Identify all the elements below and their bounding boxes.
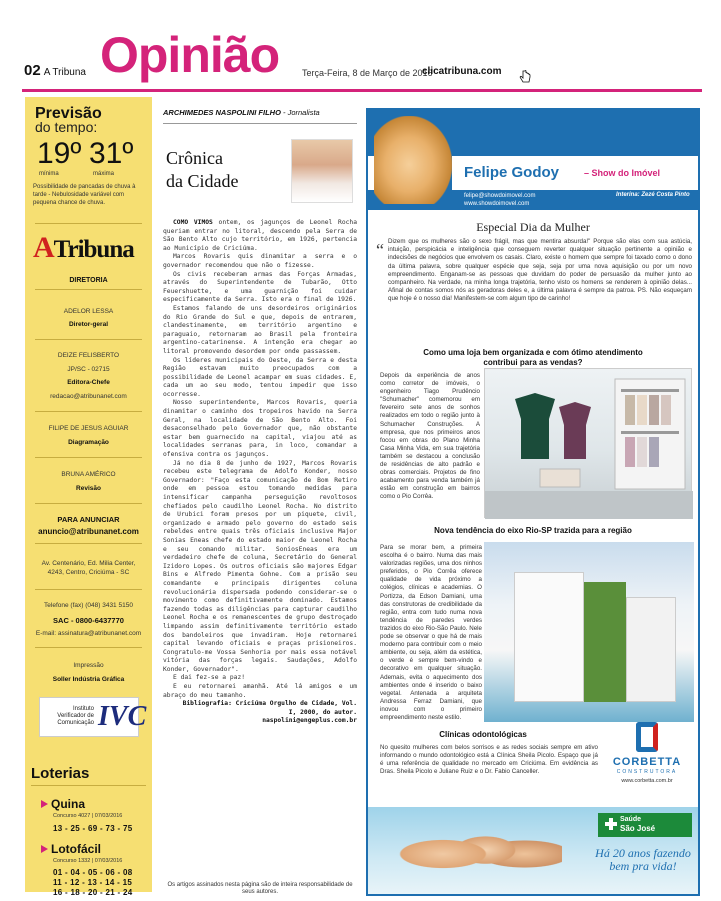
paragraph: Marcos Rovaris quis dinamitar a serra e o governador recomendou que não o fizesse. — [163, 253, 357, 269]
author-role: - Jornalista — [283, 108, 320, 117]
corbetta-sub: CONSTRUTORA — [616, 769, 678, 775]
divider — [35, 289, 142, 290]
column-body — [163, 219, 357, 726]
staff-role: Editora-Chefe — [67, 379, 110, 386]
staff-role: Diagramação — [68, 439, 109, 446]
address: Av. Centenário, Ed. Milia Center, 4243, Centro, Criciúma - SC — [41, 560, 136, 576]
staff-name: DEIZE FELISBERTO — [57, 352, 120, 359]
author-email[interactable]: naspolini@engeplus.com.br — [262, 717, 357, 725]
quina-title: Quina — [51, 797, 86, 811]
family-photo — [392, 815, 562, 893]
staff-registration: JP/SC - 02715 — [67, 366, 110, 373]
quina-numbers: 13 - 25 - 69 - 73 - 75 — [53, 824, 133, 833]
bibliography: Bibliografia: Criciúma Orgulho de Cidade, Vol. I, 2000, do autor. naspolini@engeplus.com.br — [182, 700, 357, 725]
columnist-contact — [464, 192, 535, 208]
divider — [35, 223, 142, 224]
lotofacil-contest: Concurso 1332 | 07/03/2016 — [53, 858, 123, 864]
ivc-text: Instituto Verificador de Comunicação — [57, 706, 94, 726]
directory-title: DIRETORIA — [69, 277, 108, 284]
staff-name: BRUNA AMÉRICO — [61, 471, 116, 478]
columnist-site[interactable]: www.showdoimovel.com — [464, 201, 530, 207]
author-photo — [291, 139, 353, 203]
show-do-imovel-panel — [366, 108, 700, 896]
corbetta-name: CORBETTA — [612, 756, 682, 768]
saude-sao-jose-ad[interactable] — [368, 807, 698, 894]
store-text: Depois da experiência de anos como corretor de imóveis, o engenheiro Tiago Prudêncio "Schumacher" comemorou em fevereiro sete anos de sonhos realizados em todo o região junto à Schumacher Construções. A empresa, que nos primeiros anos focou em obras do Plano Minha Casa Minha Vida, em sua trajetória também se destacou a conclusão de residências de alto padrão e obras comerciais. Projetos de fino acabamento para venda também já estão em construção em bairros como o Pio Corrêa. — [380, 372, 480, 501]
a-tribuna-logo: ATribuna — [33, 231, 134, 264]
paragraph: Os líderes municipais do Oeste, da Serra e desta Região estavam muito preocupados com a possibilidade de Leonel acampar em suas cidades. E, cada um ao seu modo, tentou impedir que isso ocorresse. — [163, 356, 357, 398]
subheading-store: Como uma loja bem organizada e com ótimo atendimento contribui para as vendas? — [423, 348, 643, 367]
subheading-clinic: Clínicas odontológicas — [439, 730, 527, 739]
site-link[interactable]: clicatribuna.com — [422, 66, 502, 77]
special-heading: Especial Dia da Mulher — [476, 220, 590, 234]
weather-max-label: máxima — [93, 171, 115, 177]
header-rule — [22, 89, 702, 92]
paragraph: E eu retornarei amanhã. Até lá amigos e um abraço do meu tamanho. — [163, 683, 357, 699]
paragraph: Nosso superintendente, Marcos Rovaris, queria dinamitar o caminho dos tropeiros havido na Serra Geral, na localidade de São Bento Alto. Foi desaconselhado pelo Governador que, não obstante estar bem guarnecido na capital, viajou até as localidades serranas para, in loco, comandar a ofensiva contra os jagunços. — [163, 399, 357, 459]
quina-contest: Concurso 4027 | 07/03/2016 — [53, 813, 123, 819]
sac-email[interactable]: E-mail: assinatura@atribunanet.com — [35, 630, 142, 637]
lotofacil-numbers: 11 - 12 - 13 - 14 - 15 — [53, 878, 133, 887]
divider — [35, 589, 142, 590]
subheading-trend: Nova tendência do eixo Rio-SP trazida para a região — [434, 526, 632, 535]
column-title: Crônica da Cidade — [166, 148, 239, 191]
hand-cursor-icon — [519, 70, 531, 84]
paragraph: COMO VIMOS ontem, os jagunços de Leonel Rocha queriam entrar no litoral, descendo pela Serra de São Bento Alto cujo território, em 1926, pertencia ao Município de Criciúma. — [163, 219, 357, 252]
building-block — [514, 572, 584, 702]
divider — [31, 785, 146, 786]
quote-mark-icon: “ — [376, 240, 384, 260]
left-sidebar — [25, 97, 152, 897]
corbetta-logo-icon — [636, 722, 658, 752]
paragraph: Os civis receberam armas das Forças Armadas, através do Superintendente de Tubarão, Otto Feuershuette, e uma guarnição foi cuidar especificamente da Serra. Isto era o final de 1926. — [163, 270, 357, 304]
show-label: – Show do Imóvel — [584, 168, 661, 178]
store-illustration — [485, 369, 693, 519]
opinion-column — [163, 97, 357, 895]
trend-text: Para se morar bem, a primeira escolha é o bairro. Numa das mais valorizadas regiões, uma dos ninhos preferidos, o Pio Corrêa oferece qualidade de vida próximo a colégios, clínicas e academias. O Portizza, da Edson Damiani, uma das construtoras de credibilidade da região, entra com tudo numa nova tendência de paredes verdes trazidos do eixo Rio-São Paulo. Nele pode se observar o que há de mais moderno para contribuir com o meio ambiente, ou seja, além da estética, o verde é sempre bem-vindo e decorativo em qualquer situação. Ademais, evita o aquecimento dos ambientes onde é inserido o baixo vegetal. Antenada a arquiteta Andressa Ferraz Damiani, que inovou com o primeiro empreendimento neste estilo. — [380, 544, 482, 721]
section-title: Opinião — [100, 27, 280, 83]
column-author: ARCHIMEDES NASPOLINI FILHO - Jornalista — [163, 108, 320, 117]
ads-title: PARA ANUNCIAR — [57, 515, 120, 524]
weather-title: Previsão — [35, 105, 102, 122]
divider — [35, 457, 142, 458]
page-number: 02 A Tribuna — [24, 62, 86, 79]
building-render — [484, 542, 694, 722]
phone: Telefone (fax) (048) 3431 5150 — [44, 602, 133, 609]
staff-name: FILIPE DE JESUS AGUIAR — [48, 425, 129, 432]
columnist-photo — [374, 116, 452, 204]
divider — [35, 647, 142, 648]
green-wall — [584, 582, 626, 702]
corbetta-site[interactable]: www.corbetta.com.br — [621, 778, 673, 784]
ivc-logo: IVC — [98, 701, 147, 732]
corbetta-ad[interactable] — [602, 722, 692, 786]
paragraph: E dai fez-se a paz! — [173, 674, 246, 682]
cross-icon — [604, 817, 618, 831]
staff-email[interactable]: redacao@atribunanet.com — [50, 393, 127, 400]
issue-date: Terça-Feira, 8 de Março de 2016 — [302, 68, 433, 78]
ads-email[interactable]: anuncio@atribunanet.com — [38, 527, 139, 536]
weather-description: Possibilidade de pancadas de chuva à tarde - Nebulosidade variável com pequena chance de chuva. — [33, 184, 136, 206]
divider — [163, 123, 357, 124]
divider — [35, 411, 142, 412]
clinic-text: No quesito mulheres com belos sorrisos e as redes sociais sempre em ativo informando o mundo odontológico está a Clínica Sheila Picolo. Espaço que já é uma referência de qualidade no mercado em Criciúma. Em evidência as Dras. Sheila Picolo e Juliane Ruiz e o Dr. Fabio Canceller. — [380, 744, 598, 776]
sac-phone: SAC - 0800-6437770 — [53, 616, 124, 625]
disclaimer: Os artigos assinados nesta página são de inteira responsabilidade de seus autores. — [167, 882, 353, 895]
lotofacil-numbers: 16 - 18 - 20 - 21 - 24 — [53, 888, 133, 897]
ad-logo: Saúde São José — [598, 813, 692, 837]
building-block — [626, 597, 676, 702]
store-photo — [484, 368, 692, 518]
ad-slogan: Há 20 anos fazendo bem pra vida! — [595, 846, 691, 873]
staff-role: Revisão — [76, 485, 101, 492]
ivc-badge — [39, 697, 147, 737]
lotofacil-numbers: 01 - 04 - 05 - 06 - 08 — [53, 868, 133, 877]
paper-name: A Tribuna — [43, 67, 86, 78]
paragraph: Estamos falando de uns desordeiros originários do Rio Grande do Sul e que, depois de entrarem, clandestinamente, em território argentino e paraguaio, retornaram ao Brasil pela fronteira argentino-catarinense. A intenção era chegar ao litoral promovendo desordem por onde passassem. — [163, 304, 357, 355]
weather-max: 31º — [89, 137, 134, 170]
intro-text: Dizem que os mulheres são o sexo frágil, mas que mentira absurda!" Porque são elas com sua astúcia, intuição, perspicácia e inteligência que conseguem reverter qualquer situação pertinente a opinião e indecisões de negócios que envolvem os casais. Claro, existe o homem que sempre foi taxado como o dono da última palavra, sobre qualquer espécie que seja, seja por uma nova aquisição ou por um novo empreendimento. Enganam-se as pessoas que duvidam do poder de persuasão da mulher junto ao companheiro. Na verdade, na minha longa trajetória, tenho visto os homens se renderem à opinião delas... Afinal de contas somos nós as geradoras deles e, a última palavra é sempre da patroa. PS. Não esqueçam que hoje é o nosso dia! Manifestem-se com algum tipo de carinho! — [388, 238, 692, 303]
weather-min: 19º — [37, 137, 82, 170]
divider — [35, 543, 142, 544]
paragraph: Já no dia 8 de junho de 1927, Marcos Rovaris recebeu este telegrama de Adolfo Konder, nosso Governador: "Faço esta comunicação de Bom Retiro onde em pessoa estou tomando medidas para intensificar campanha perseguição revoltosos chefiados pelo caudilho Leonel Rocha. No distrito de Urubici foram presos por um piquete, civil, organizado e armado pelo governo do estado seis rebeldes entre quais três oficiais inclusive Major Sonias Eneas chefe do estado maior de Leonel Rocha e seu comando militar. SoniosEneas era um verdadeiro chefe de coluna, Secretário do General Izidoro Lopes. Os outros oficiais são majores Edgar Bins e Alfredo Pimenta Gohne. Com a prisão seu comandante e principais dirigentes coluna revolucionária dispersada podendo considerar-se o movimento como definitivamente dominado. Estamos fazendo todas as diligências para capturar caudilho Leonel Rocha e os remanescentes de grupo destroçado limpando assim definitivamente território estado dos bandoleiros que invadiram. Hoje retornarei capital levando oficiais e praças prisioneiros. Congratulo-me Vossa Senhoria por mais essa notável vitória das forças legais. Saudações, Adolfo Konder, Governador". — [163, 459, 357, 673]
columnist-email[interactable]: felipe@showdoimovel.com — [464, 193, 536, 199]
show-header — [368, 110, 698, 210]
weather-min-label: mínima — [39, 171, 59, 177]
intern-credit: Interina: Zezé Costa Pinto — [616, 192, 690, 198]
divider — [35, 339, 142, 340]
divider — [35, 503, 142, 504]
print-label: Impressão — [73, 662, 104, 669]
columnist-name: Felipe Godoy — [464, 164, 560, 181]
staff-name: ADELOR LESSA — [63, 308, 114, 315]
weather-subtitle: do tempo: — [35, 119, 98, 135]
lotteries-title: Loterias — [31, 765, 90, 782]
staff-role: Diretor-geral — [68, 321, 108, 328]
printer-name: Soller Indústria Gráfica — [52, 676, 125, 683]
lotofacil-title: Lotofácil — [51, 842, 101, 856]
